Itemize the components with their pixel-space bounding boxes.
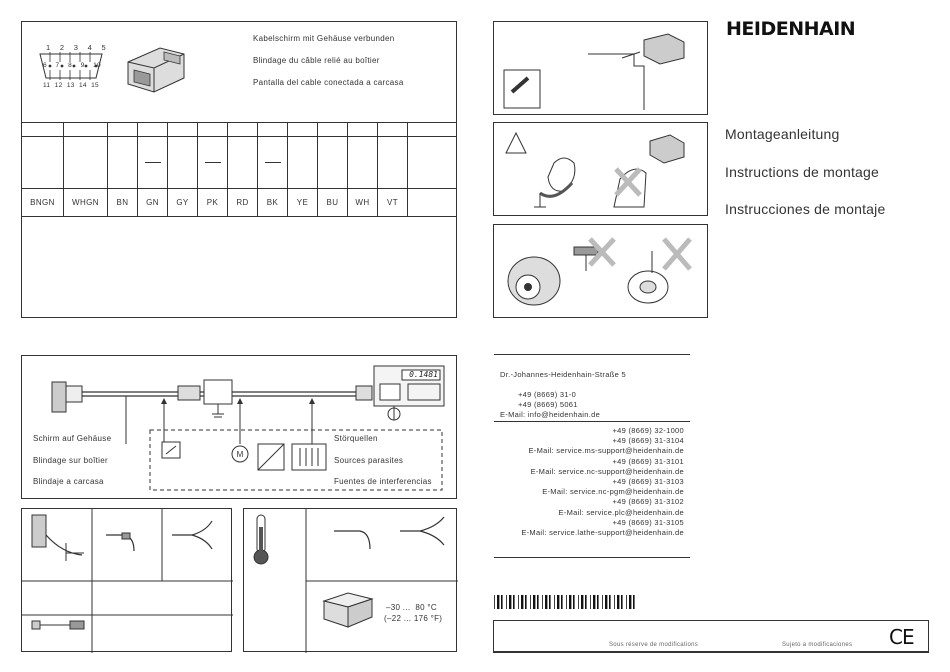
shield-label-de: Schirm auf Gehäuse [33,434,112,443]
shield-label-es: Blindaje a carcasa [33,477,104,486]
pin-label: 8 [68,62,72,69]
service-phone: +49 (8669) 31-3102 [612,497,684,507]
wire-color: VT [378,189,408,217]
footer-divider [493,652,929,653]
service-phone: +49 (8669) 32-1000 [612,426,684,435]
wire-color: BK [258,189,288,217]
footer-panel [493,620,929,652]
service-email: E-Mail: service.ms-support@heidenhain.de [528,446,684,456]
interference-label-de: Störquellen [334,434,378,443]
ce-mark-icon: CE [889,625,914,649]
mounting-panel-1 [493,21,708,115]
wire-color: WH [348,189,378,217]
pins-mid [43,62,101,69]
pins-top [46,43,106,52]
service-phone: +49 (8669) 31-3105 [612,517,684,527]
pin-label: 9 [80,62,85,69]
plug-connector-icon [120,40,195,96]
title-de: Montageanleitung [725,126,840,142]
interference-label-es: Fuentes de interferencias [334,477,432,486]
pin-label: 6 [43,62,47,69]
no-hammer-panel [493,224,708,318]
wire-color: RD [228,189,258,217]
shield-label-fr: Blindage sur boîtier [33,456,108,465]
service-list [494,426,684,538]
wire-color: BNGN [22,189,64,217]
wire-color: GN [138,189,168,217]
wire-color: PK [198,189,228,217]
wire-color: GY [168,189,198,217]
esd-warning-diagram [494,123,709,217]
connector-illustration [120,40,195,101]
shield-note-fr: Blindage du câble relié au boîtier [253,56,380,65]
pin-label: 3 [73,43,79,52]
pin-label: 1 [46,43,51,52]
service-email: E-Mail: service.plc@heidenhain.de [558,507,684,517]
storage-temp-c: –30 ... 80 °C [386,603,437,612]
pin-label: 15 [91,82,99,89]
wire-color: BU [318,189,348,217]
inverted-signal-bar [145,162,161,163]
pin-label: 4 [87,43,93,52]
pin-label: 2 [59,43,65,52]
barcode [494,595,636,609]
title-fr: Instructions de montage [725,164,880,180]
wire-color: BN [108,189,138,217]
contact-phone: +49 (8669) 31-0 [518,390,577,399]
contact-email: E-Mail: info@heidenhain.de [500,410,601,419]
shield-note-de: Kabelschirm mit Gehäuse verbunden [253,34,395,43]
shield-note-es: Pantalla del cable conectada a carcasa [253,78,404,87]
pin-label: 7 [55,62,60,69]
pins-bottom [43,82,99,89]
wire-color: WHGN [64,189,108,217]
service-email: E-Mail: service.nc-pgm@heidenhain.de [542,487,684,497]
inverted-signal-bar [265,162,281,163]
pin-label: 12 [54,82,63,89]
mounting-diagram-1 [494,22,709,116]
bend-radius-grid [22,509,233,653]
temperature-grid [244,509,458,653]
interference-label-fr: Sources parasites [334,456,404,465]
service-email: E-Mail: service.lathe-support@heidenhain.de [521,528,684,538]
display-readout: 0.1481 [409,370,438,379]
inverted-signal-bar [205,162,221,163]
storage-temp-f: (–22 ... 176 °F) [384,614,443,623]
svg-text:M: M [236,450,244,459]
temperature-panel [243,508,457,652]
bend-radius-panel [21,508,232,652]
pin-label: 10 [93,62,101,69]
service-phone: +49 (8669) 31-3101 [612,456,684,466]
title-es: Instrucciones de montaje [725,201,886,217]
pin-label: 14 [78,82,87,89]
pin-label: 13 [66,82,75,89]
wiring-table [21,122,457,217]
service-divider [494,421,690,422]
service-phone: +49 (8669) 31-3103 [612,477,684,487]
no-impact-diagram [494,225,709,319]
contact-fax: +49 (8669) 5061 [518,400,578,409]
contact-address: Dr.-Johannes-Heidenhain-Straße 5 [500,370,626,379]
service-phone: +49 (8669) 31-3104 [612,436,684,446]
footer-note-es: Sujeto a modificaciones [782,642,853,648]
service-email: E-Mail: service.nc-support@heidenhain.de [530,466,684,476]
footer-note-fr: Sous réserve de modifications [609,642,699,648]
barcode-icon [494,595,636,609]
wire-color: YE [288,189,318,217]
esd-panel [493,122,708,216]
brand-logo: HEIDENHAIN [726,18,856,40]
pin-label: 5 [101,43,106,52]
pin-label: 11 [43,82,51,89]
